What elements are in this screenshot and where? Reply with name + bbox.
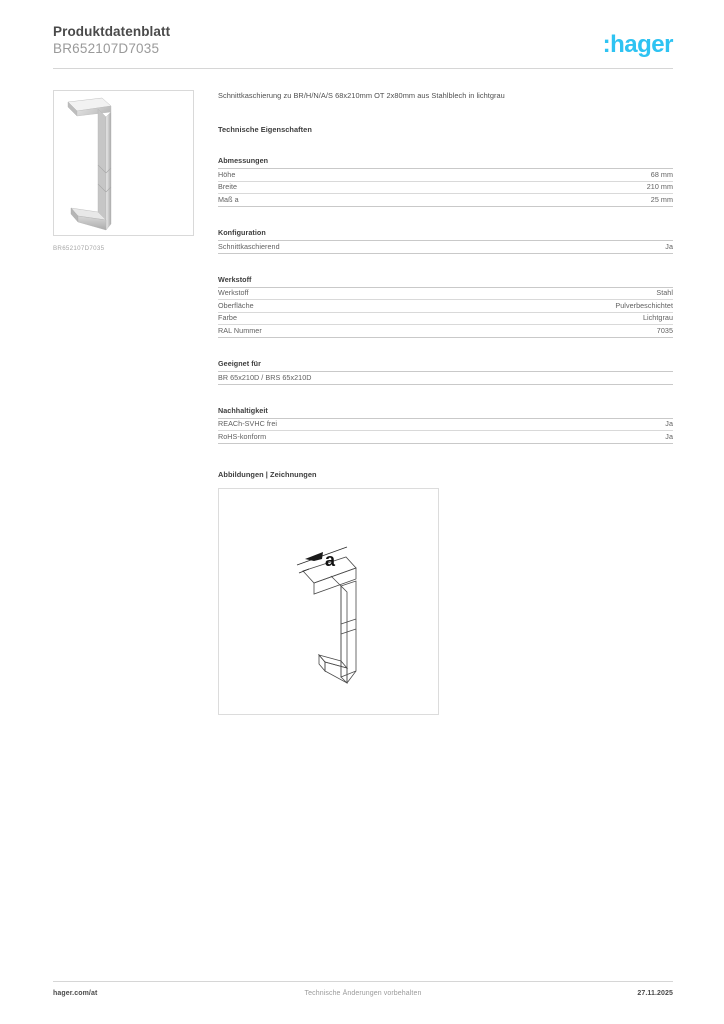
header-divider [53, 68, 673, 69]
spec-table-nachhaltigkeit [218, 419, 673, 444]
product-reference: BR652107D7035 [53, 41, 160, 56]
product-photo-caption: BR652107D7035 [53, 245, 105, 252]
spec-value: Lichtgrau [446, 312, 674, 324]
table-row [218, 181, 673, 193]
spec-label: Oberfläche [218, 300, 446, 312]
spec-value: 210 mm [446, 181, 674, 193]
section-heading: Werkstoff [218, 275, 673, 288]
footer-divider [53, 981, 673, 982]
section-konfiguration [218, 228, 673, 254]
footer-website[interactable]: hager.com/at [53, 990, 98, 997]
spec-value: Ja [446, 431, 674, 443]
spec-table-werkstoff [218, 288, 673, 338]
spec-table-geeignet-fuer [218, 372, 673, 385]
footer-disclaimer: Technische Änderungen vorbehalten [304, 990, 422, 997]
page-footer [53, 990, 673, 1002]
footer-date: 27.11.2025 [637, 990, 673, 997]
table-row [218, 194, 673, 206]
spec-label: RoHS-konform [218, 431, 446, 443]
spec-value: 25 mm [446, 194, 674, 206]
spec-value: Ja [446, 241, 674, 253]
product-description: Schnittkaschierung zu BR/H/N/A/S 68x210mm OT 2x80mm aus Stahlblech in lichtgrau [218, 91, 505, 100]
page-title: Produktdatenblatt [53, 24, 171, 39]
spec-table-konfiguration [218, 241, 673, 254]
table-row [218, 300, 673, 312]
spec-label: Breite [218, 181, 446, 193]
product-photo-bracket-profile [54, 91, 193, 235]
section-heading: Nachhaltigkeit [218, 406, 673, 419]
section-nachhaltigkeit [218, 406, 673, 444]
section-geeignet-fuer [218, 359, 673, 385]
table-row [218, 241, 673, 253]
spec-value: Pulverbeschichtet [446, 300, 674, 312]
drawings-heading: Abbildungen | Zeichnungen [218, 469, 317, 479]
table-row [218, 169, 673, 181]
hager-logo [603, 32, 673, 58]
section-heading: Geeignet für [218, 359, 673, 372]
technical-drawing-isometric-profile [219, 489, 438, 714]
table-row [218, 431, 673, 443]
technical-properties-heading: Technische Eigenschaften [218, 125, 312, 134]
spec-label: BR 65x210D / BRS 65x210D [218, 372, 673, 384]
spec-value: 7035 [446, 325, 674, 337]
logo-colon: : [602, 31, 611, 58]
spec-value: Stahl [446, 288, 674, 300]
technical-drawing-box [218, 488, 439, 715]
spec-label: Maß a [218, 194, 446, 206]
spec-label: Höhe [218, 169, 446, 181]
section-abmessungen [218, 156, 673, 207]
spec-value: 68 mm [446, 169, 674, 181]
spec-label: Schnittkaschierend [218, 241, 446, 253]
section-werkstoff [218, 275, 673, 338]
table-row [218, 288, 673, 300]
table-row [218, 372, 673, 384]
table-row [218, 419, 673, 431]
product-photo [53, 90, 194, 236]
spec-table-abmessungen [218, 169, 673, 207]
page-header [53, 24, 673, 62]
main-content [218, 90, 673, 715]
logo-text: hager [610, 31, 673, 58]
spec-label: RAL Nummer [218, 325, 446, 337]
spec-label: REACh-SVHC frei [218, 419, 446, 431]
dimension-label-a: a [325, 549, 336, 570]
table-row [218, 312, 673, 324]
spec-value: Ja [446, 419, 674, 431]
section-heading: Konfiguration [218, 228, 673, 241]
section-heading: Abmessungen [218, 156, 673, 169]
table-row [218, 325, 673, 337]
spec-label: Werkstoff [218, 288, 446, 300]
spec-label: Farbe [218, 312, 446, 324]
